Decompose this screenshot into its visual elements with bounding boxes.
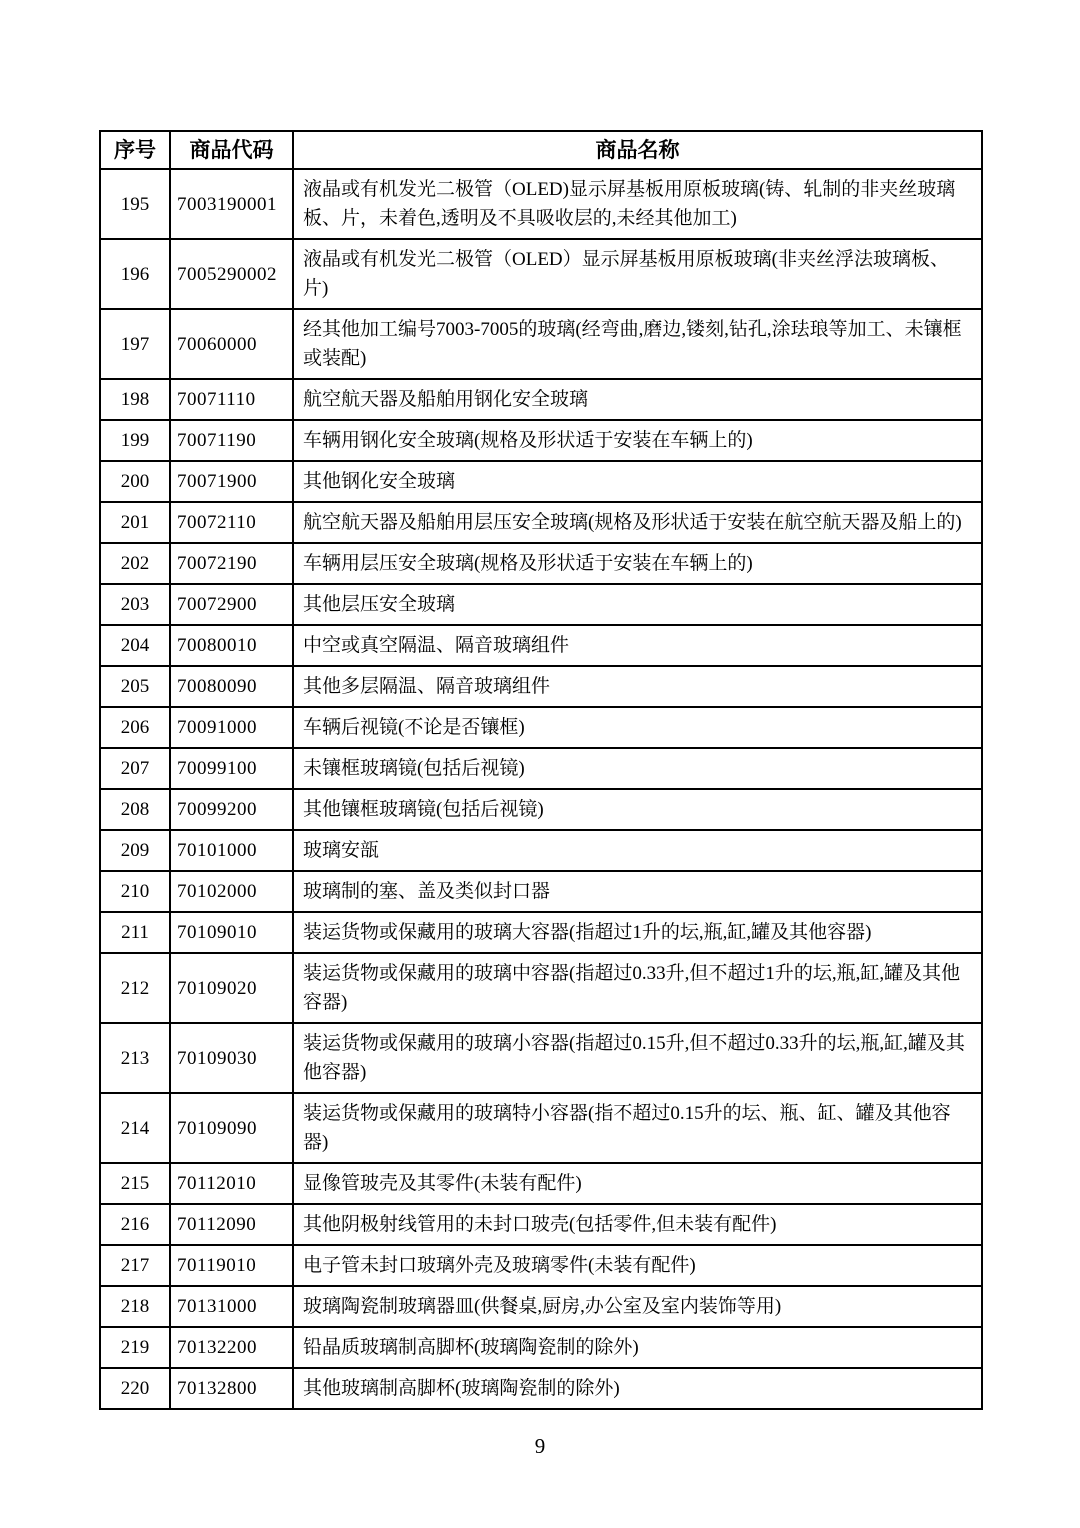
row-name: 铅晶质玻璃制高脚杯(玻璃陶瓷制的除外): [293, 1327, 982, 1368]
row-name: 其他镶框玻璃镜(包括后视镜): [293, 789, 982, 830]
row-code: 70091000: [170, 707, 293, 748]
table-row: [100, 420, 982, 461]
row-name: 电子管未封口玻璃外壳及玻璃零件(未装有配件): [293, 1245, 982, 1286]
row-index: 213: [100, 1023, 170, 1093]
row-name: 其他玻璃制高脚杯(玻璃陶瓷制的除外): [293, 1368, 982, 1409]
row-name: 经其他加工编号7003-7005的玻璃(经弯曲,磨边,镂刻,钻孔,涂珐琅等加工、未镶框或装配): [293, 309, 982, 379]
table-row: [100, 309, 982, 379]
row-name: 其他钢化安全玻璃: [293, 461, 982, 502]
row-code: 70072190: [170, 543, 293, 584]
table-row: [100, 707, 982, 748]
row-index: 205: [100, 666, 170, 707]
row-code: 70071900: [170, 461, 293, 502]
column-header-index: 序号: [100, 131, 170, 169]
row-name: 中空或真空隔温、隔音玻璃组件: [293, 625, 982, 666]
row-code: 70112090: [170, 1204, 293, 1245]
table-row: [100, 1023, 982, 1093]
row-name: 车辆后视镜(不论是否镶框): [293, 707, 982, 748]
row-index: 207: [100, 748, 170, 789]
row-name: 装运货物或保藏用的玻璃特小容器(指不超过0.15升的坛、瓶、缸、罐及其他容器): [293, 1093, 982, 1163]
row-index: 208: [100, 789, 170, 830]
goods-code-table: [99, 130, 983, 1410]
row-code: 70072900: [170, 584, 293, 625]
row-index: 198: [100, 379, 170, 420]
row-name: 航空航天器及船舶用层压安全玻璃(规格及形状适于安装在航空航天器及船上的): [293, 502, 982, 543]
table-row: [100, 239, 982, 309]
row-index: 220: [100, 1368, 170, 1409]
row-name: 未镶框玻璃镜(包括后视镜): [293, 748, 982, 789]
row-code: 70131000: [170, 1286, 293, 1327]
row-index: 214: [100, 1093, 170, 1163]
row-index: 200: [100, 461, 170, 502]
row-index: 218: [100, 1286, 170, 1327]
row-name: 其他层压安全玻璃: [293, 584, 982, 625]
table-body: [100, 169, 982, 1409]
table-row: [100, 912, 982, 953]
row-name: 其他多层隔温、隔音玻璃组件: [293, 666, 982, 707]
row-index: 209: [100, 830, 170, 871]
table-row: [100, 1204, 982, 1245]
row-code: 70109020: [170, 953, 293, 1023]
row-code: 70071110: [170, 379, 293, 420]
column-header-name: 商品名称: [293, 131, 982, 169]
row-index: 202: [100, 543, 170, 584]
table-row: [100, 502, 982, 543]
row-index: 215: [100, 1163, 170, 1204]
row-code: 70132200: [170, 1327, 293, 1368]
row-code: 70119010: [170, 1245, 293, 1286]
row-code: 70109010: [170, 912, 293, 953]
row-code: 70071190: [170, 420, 293, 461]
row-code: 7003190001: [170, 169, 293, 239]
row-code: 70099100: [170, 748, 293, 789]
row-index: 203: [100, 584, 170, 625]
table-row: [100, 1245, 982, 1286]
row-code: 7005290002: [170, 239, 293, 309]
row-name: 车辆用层压安全玻璃(规格及形状适于安装在车辆上的): [293, 543, 982, 584]
row-code: 70060000: [170, 309, 293, 379]
row-code: 70102000: [170, 871, 293, 912]
table-row: [100, 748, 982, 789]
table-row: [100, 379, 982, 420]
row-name: 玻璃陶瓷制玻璃器皿(供餐桌,厨房,办公室及室内装饰等用): [293, 1286, 982, 1327]
row-code: 70112010: [170, 1163, 293, 1204]
row-name: 玻璃安瓿: [293, 830, 982, 871]
row-index: 204: [100, 625, 170, 666]
table-row: [100, 584, 982, 625]
table-row: [100, 1327, 982, 1368]
row-code: 70080090: [170, 666, 293, 707]
row-code: 70109090: [170, 1093, 293, 1163]
table-row: [100, 1163, 982, 1204]
table-row: [100, 625, 982, 666]
row-code: 70109030: [170, 1023, 293, 1093]
table-row: [100, 953, 982, 1023]
table-row: [100, 543, 982, 584]
row-name: 液晶或有机发光二极管（OLED）显示屏基板用原板玻璃(非夹丝浮法玻璃板、片): [293, 239, 982, 309]
row-index: 201: [100, 502, 170, 543]
table-row: [100, 169, 982, 239]
row-index: 219: [100, 1327, 170, 1368]
row-name: 装运货物或保藏用的玻璃大容器(指超过1升的坛,瓶,缸,罐及其他容器): [293, 912, 982, 953]
table-row: [100, 871, 982, 912]
row-name: 玻璃制的塞、盖及类似封口器: [293, 871, 982, 912]
row-index: 211: [100, 912, 170, 953]
row-name: 装运货物或保藏用的玻璃中容器(指超过0.33升,但不超过1升的坛,瓶,缸,罐及其他容器): [293, 953, 982, 1023]
row-index: 217: [100, 1245, 170, 1286]
row-name: 航空航天器及船舶用钢化安全玻璃: [293, 379, 982, 420]
row-name: 液晶或有机发光二极管（OLED)显示屏基板用原板玻璃(铸、轧制的非夹丝玻璃板、片，未着色,透明及不具吸收层的,未经其他加工): [293, 169, 982, 239]
table-row: [100, 1286, 982, 1327]
table-row: [100, 666, 982, 707]
table-row: [100, 830, 982, 871]
row-index: 206: [100, 707, 170, 748]
row-index: 210: [100, 871, 170, 912]
row-index: 216: [100, 1204, 170, 1245]
row-index: 197: [100, 309, 170, 379]
table-row: [100, 1093, 982, 1163]
row-name: 车辆用钢化安全玻璃(规格及形状适于安装在车辆上的): [293, 420, 982, 461]
table-row: [100, 789, 982, 830]
column-header-code: 商品代码: [170, 131, 293, 169]
table-header-row: [100, 131, 982, 169]
row-index: 212: [100, 953, 170, 1023]
row-index: 196: [100, 239, 170, 309]
row-code: 70101000: [170, 830, 293, 871]
row-index: 195: [100, 169, 170, 239]
row-name: 其他阴极射线管用的未封口玻壳(包括零件,但未装有配件): [293, 1204, 982, 1245]
table-row: [100, 461, 982, 502]
row-code: 70072110: [170, 502, 293, 543]
row-code: 70080010: [170, 625, 293, 666]
page-number: 9: [534, 1434, 546, 1458]
row-name: 显像管玻壳及其零件(未装有配件): [293, 1163, 982, 1204]
row-code: 70132800: [170, 1368, 293, 1409]
row-name: 装运货物或保藏用的玻璃小容器(指超过0.15升,但不超过0.33升的坛,瓶,缸,罐及其他容器): [293, 1023, 982, 1093]
row-code: 70099200: [170, 789, 293, 830]
table-row: [100, 1368, 982, 1409]
row-index: 199: [100, 420, 170, 461]
